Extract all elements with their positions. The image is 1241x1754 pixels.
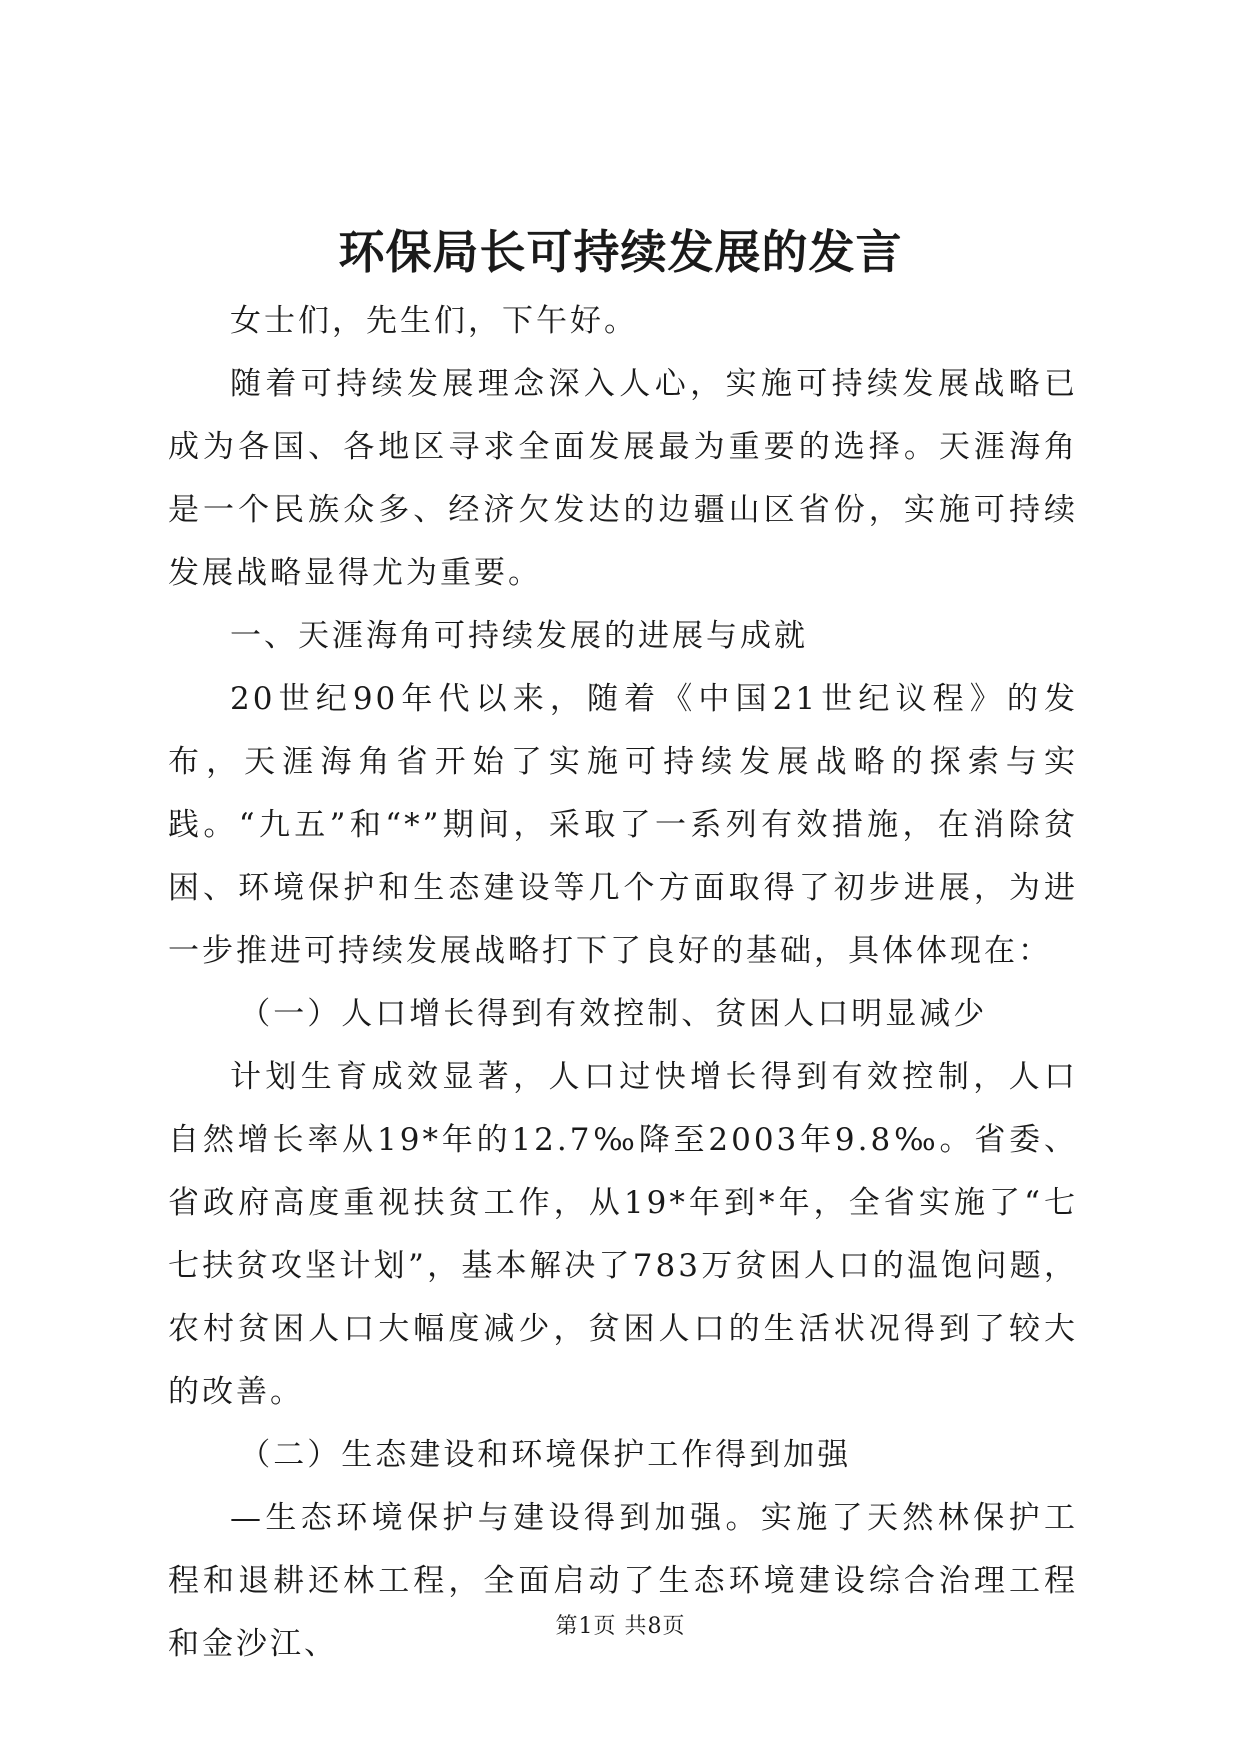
paragraph-population: 计划生育成效显著，人口过快增长得到有效控制，人口自然增长率从19*年的12.7‰降至2003年9.8‰。省委、省政府高度重视扶贫工作，从19*年到*年，全省实施了“七七扶贫攻坚计划”，基本解决了783万贫困人口的温饱问题，农村贫困人口大幅度减少，贫困人口的生活状况得到了较大的改善。 xyxy=(168,1059,1078,1410)
section-heading-1: 一、天涯海角可持续发展的进展与成就 xyxy=(230,618,808,654)
document-body xyxy=(168,290,1078,1676)
subsection-heading-1: （一）人口增长得到有效控制、贫困人口明显减少 xyxy=(239,996,988,1032)
subsection-heading-2: （二）生态建设和环境保护工作得到加强 xyxy=(239,1437,852,1473)
paragraph-greeting: 女士们，先生们，下午好。 xyxy=(230,303,638,339)
page-footer: 第1页 共8页 xyxy=(555,1614,686,1639)
paragraph-ecology: —生态环境保护与建设得到加强。实施了天然林保护工程和退耕还林工程，全面启动了生态环境建设综合治理工程和金沙江、 xyxy=(168,1500,1078,1662)
document-title: 环保局长可持续发展的发言 xyxy=(338,225,903,279)
paragraph-progress: 20世纪90年代以来，随着《中国21世纪议程》的发布，天涯海角省开始了实施可持续发展战略的探索与实践。“九五”和“*”期间，采取了一系列有效措施，在消除贫困、环境保护和生态建设等几个方面取得了初步进展，为进一步推进可持续发展战略打下了良好的基础，具体体现在： xyxy=(168,681,1078,969)
paragraph-intro: 随着可持续发展理念深入人心，实施可持续发展战略已成为各国、各地区寻求全面发展最为重要的选择。天涯海角是一个民族众多、经济欠发达的边疆山区省份，实施可持续发展战略显得尤为重要。 xyxy=(168,366,1078,591)
